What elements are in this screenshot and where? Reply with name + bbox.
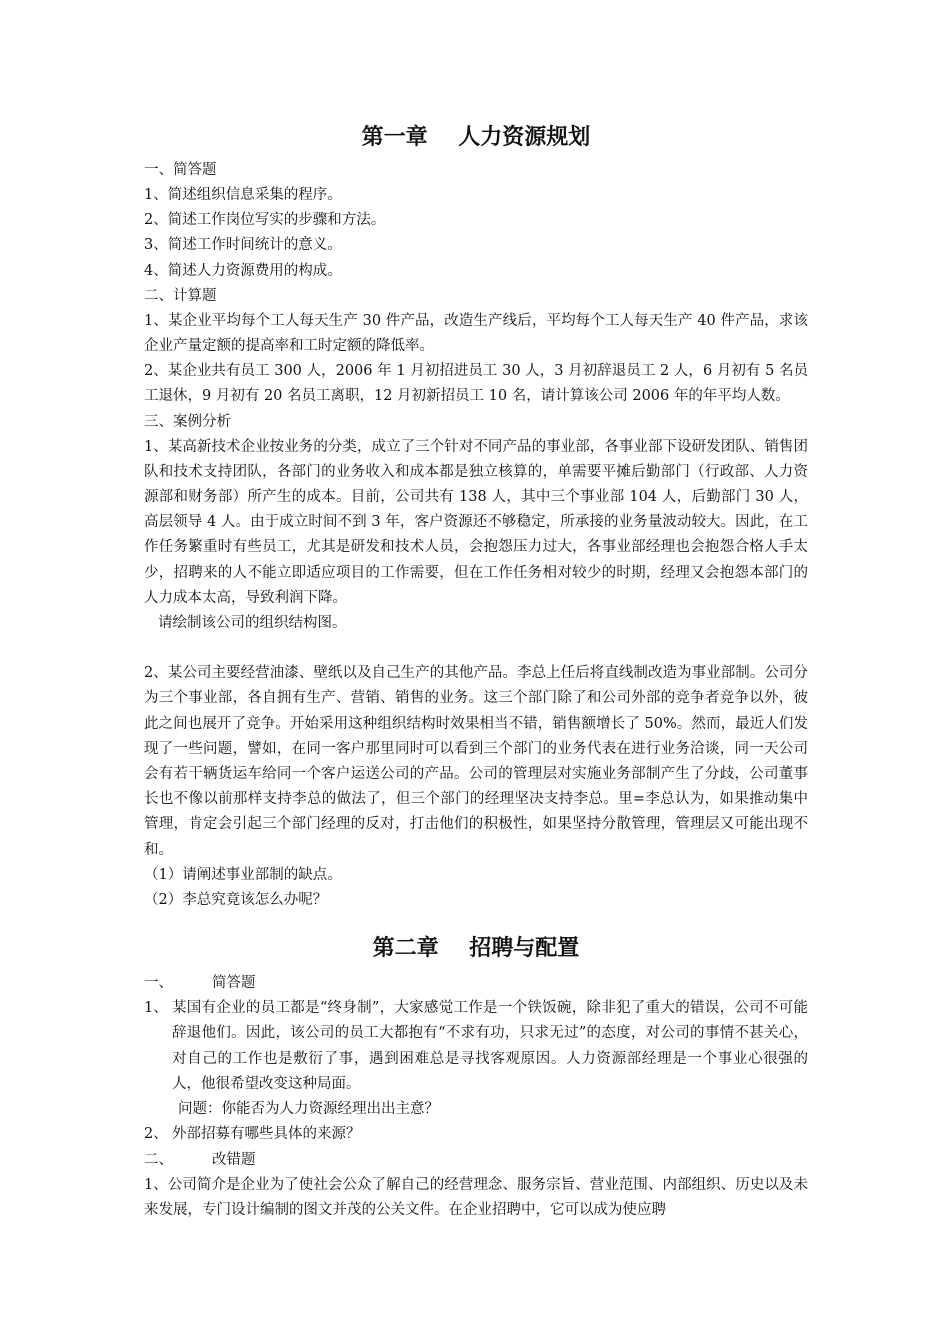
ch1-case-2-question-2: （2）李总究竟该怎么办呢？ <box>144 892 328 909</box>
ch2-s1-title: 简答题 <box>212 975 256 992</box>
ch2-s1-q1-number: 1、 <box>144 1000 168 1017</box>
ch1-s1-item-4: 4、简述人力资源费用的构成。 <box>144 262 342 279</box>
ch1-s1-item-3: 3、简述工作时间统计的意义。 <box>144 237 342 254</box>
document-page <box>144 118 808 1223</box>
chapter1-title: 第一章 人力资源规划 <box>361 125 591 150</box>
ch2-s2-number: 二、 <box>144 1151 173 1168</box>
ch1-case-1-question: 请绘制该公司的组织结构图。 <box>158 615 347 632</box>
ch1-section2-heading: 二、计算题 <box>144 287 217 304</box>
ch1-case-2-question-1: （1）请阐述事业部制的缺点。 <box>144 866 342 883</box>
ch1-s2-question-2: 2、某企业共有员工 300 人，2006 年 1 月初招进员工 30 人，3 月初辞退员工 2 人，6 月初有 5 名员工退休，9 月初有 20 名员工离职，12 月初新招员工 10 名，请计算该公司 2006 年的年平均人数。 <box>144 363 808 405</box>
ch2-s1-q2-number: 2、 <box>144 1126 168 1143</box>
ch2-s1-number: 一、 <box>144 975 173 992</box>
ch1-s1-item-2: 2、简述工作岗位写实的步骤和方法。 <box>144 212 386 229</box>
ch1-s2-question-1: 1、某企业平均每个工人每天生产 30 件产品，改造生产线后，平均每个工人每天生产 40 件产品，求该企业产量定额的提高率和工时定额的降低率。 <box>144 312 808 355</box>
chapter2-title: 第二章 招聘与配置 <box>372 936 580 962</box>
ch2-section2-heading <box>144 1148 808 1173</box>
ch1-s1-item-1: 1、简述组织信息采集的程序。 <box>144 187 342 203</box>
ch2-s1-q1-text: 某国有企业的员工都是“终身制”，大家感觉工作是一个铁饭碗，除非犯了重大的错误，公司不可能辞退他们。因此，该公司的员工大都抱有“不求有功，只求无过”的态度，对公司的事情不甚关心，对自己的工作也是敷衍了事，遇到困难总是寻找客观原因。人力资源部经理是一个事业心很强的人，他很希望改变这种局面。 <box>172 1000 808 1092</box>
ch2-s1-q2-text: 外部招募有哪些具体的来源？ <box>172 1126 361 1143</box>
ch2-s1-q1-question: 问题：你能否为人力资源经理出出主意？ <box>178 1101 439 1118</box>
blank-line <box>144 636 808 661</box>
ch2-s2-title: 改错题 <box>212 1151 256 1168</box>
ch1-case-1: 1、某高新技术企业按业务的分类，成立了三个针对不同产品的事业部，各事业部下设研发团队、销售团队和技术支持团队，各部门的业务收入和成本都是独立核算的，单需要平摊后勤部门（行政部、人力资源部和财务部）所产生的成本。目前，公司共有 138 人，其中三个事业部 104 人，后勤部门 30 人，高层领导 4 人。由于成立时间不到 3 年，客户资源还不够稳定，所承接的业务量波动较大。因此，在工作任务繁重时有些员工，尤其是研发和技术人员，会抱怨压力过大，各事业部经理也会抱怨合格人手太少，招聘来的人不能立即适应项目的工作需要，但在工作任务相对较少的时期，经理又会抱怨本部门的人力成本太高，导致利润下降。 <box>144 438 808 606</box>
ch2-section1-heading <box>144 971 808 996</box>
ch1-section1-heading: 一、简答题 <box>144 162 217 178</box>
ch1-section3-heading: 三、案例分析 <box>144 413 231 430</box>
ch2-s2-question-1: 1、公司简介是企业为了使社会公众了解自己的经营理念、服务宗旨、营业范围、内部组织、历史以及未来发展，专门设计编制的图文并茂的公关文件。在企业招聘中，它可以成为使应聘 <box>144 1176 808 1218</box>
ch2-s1-question-2 <box>144 1122 808 1147</box>
ch2-s1-question-1 <box>144 996 808 1097</box>
ch1-case-2: 2、某公司主要经营油漆、壁纸以及自己生产的其他产品。李总上任后将直线制改造为事业部制。公司分为三个事业部，各自拥有生产、营销、销售的业务。这三个部门除了和公司外部的竞争者竞争以外，彼此之间也展开了竞争。开始采用这种组织结构时效果相当不错，销售额增长了 50%。然而，最近人们发现了一些问题，譬如，在同一客户那里同时可以看到三个部门的业务代表在进行业务洽谈，同一天公司会有若干辆货运车给同一个客户运送公司的产品。公司的管理层对实施业务部制产生了分歧，公司董事长也不像以前那样支持李总的做法了，但三个部门的经理坚决支持李总。里=李总认为，如果推动集中管理，肯定会引起三个部门经理的反对，打击他们的积极性，如果坚持分散管理，管理层又可能出现不和。 <box>144 665 808 858</box>
